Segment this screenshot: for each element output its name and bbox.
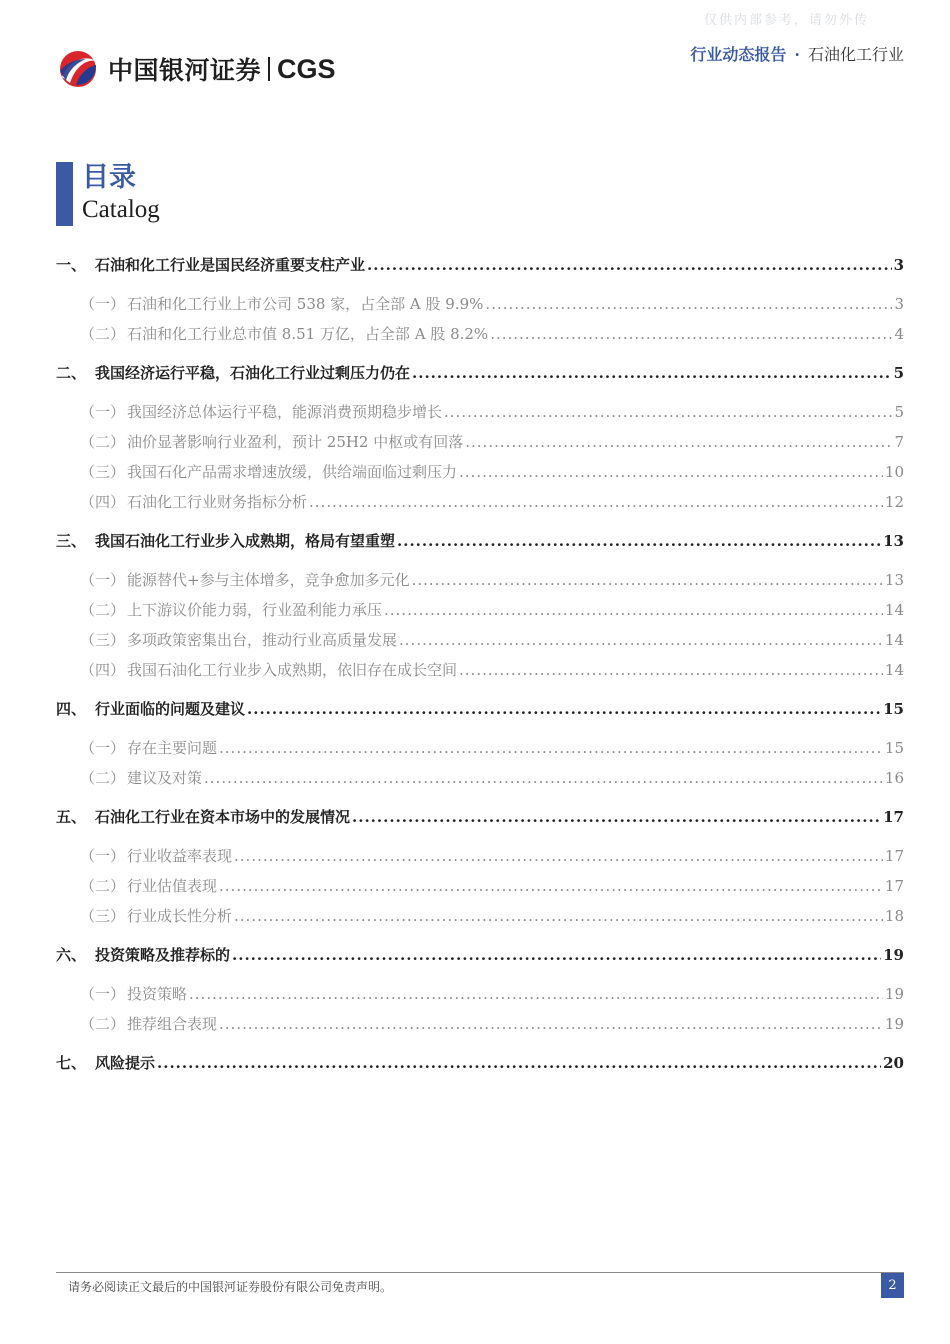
toc-entry-title: 建议及对策 <box>127 769 203 787</box>
toc-entry-title: 我国经济总体运行平稳，能源消费预期稳步增长 <box>127 403 443 421</box>
toc-entry-leader <box>219 1009 883 1039</box>
toc-section-5[interactable] <box>56 802 904 832</box>
toc-entry-number: （三） <box>80 907 126 925</box>
watermark-text: 仅供内部参考，请勿外传 <box>704 13 870 28</box>
toc-subsection-4-1[interactable] <box>56 733 904 763</box>
toc-entry-number: （三） <box>80 631 126 649</box>
toc-subsection-3-1[interactable] <box>56 565 904 595</box>
toc-entry-page: 20 <box>883 1054 904 1072</box>
toc-entry-number: 七、 <box>56 1054 87 1072</box>
toc-entry-title: 风险提示 <box>95 1054 156 1072</box>
toc-accent-bar <box>56 162 73 226</box>
toc-entry-leader <box>384 595 883 625</box>
toc-entry-leader <box>204 763 883 793</box>
toc-section-2[interactable] <box>56 358 904 388</box>
toc-entry-page: 17 <box>883 808 904 826</box>
toc-entry-number: 三、 <box>56 532 87 550</box>
toc-entry-page: 3 <box>894 295 904 313</box>
toc-entry-number: （二） <box>80 325 126 343</box>
toc-entry-number: （二） <box>80 769 126 787</box>
toc-entry-leader <box>399 625 883 655</box>
toc-entry-number: （四） <box>80 661 126 679</box>
toc-entry-leader <box>234 841 883 871</box>
toc-entry-leader <box>397 526 881 556</box>
toc-section-7[interactable] <box>56 1048 904 1078</box>
toc-entry-title: 石油和化工行业是国民经济重要支柱产业 <box>95 256 366 274</box>
toc-entry-page: 18 <box>884 907 904 925</box>
toc-entry-number: （二） <box>80 1015 126 1033</box>
toc-entry-page: 19 <box>884 985 904 1003</box>
toc-entry-leader <box>367 250 892 280</box>
toc-subsection-5-3[interactable] <box>56 901 904 931</box>
toc-entry-leader <box>490 319 892 349</box>
toc-entry-number: （一） <box>80 847 126 865</box>
toc-subsection-2-4[interactable] <box>56 487 904 517</box>
toc-entry-title: 行业面临的问题及建议 <box>95 700 246 718</box>
toc-entry-title: 石油化工行业在资本市场中的发展情况 <box>95 808 351 826</box>
toc-entry-page: 14 <box>884 661 904 679</box>
toc-entry-page: 17 <box>884 877 904 895</box>
logo-name-cn: 中国银河证券 <box>108 56 262 85</box>
company-logo <box>56 48 336 90</box>
toc-entry-title: 我国石油化工行业步入成熟期，格局有望重塑 <box>95 532 396 550</box>
toc-entry-leader <box>219 871 883 901</box>
toc-entry-title: 石油化工行业财务指标分析 <box>127 493 308 511</box>
toc-entry-title: 油价显著影响行业盈利，预计 25H2 中枢或有回落 <box>127 433 464 451</box>
toc-entry-title: 石油和化工行业总市值 8.51 万亿，占全部 A 股 8.2% <box>127 325 489 343</box>
toc-entry-page: 4 <box>894 325 904 343</box>
toc-section-4[interactable] <box>56 694 904 724</box>
toc-entry-page: 7 <box>894 433 904 451</box>
toc-entry-number: （一） <box>80 571 126 589</box>
toc-entry-leader <box>459 457 883 487</box>
toc-entry-title: 推荐组合表现 <box>127 1015 218 1033</box>
toc-section-6[interactable] <box>56 940 904 970</box>
toc-entry-leader <box>412 565 883 595</box>
toc-entry-leader <box>459 655 883 685</box>
toc-title-cn: 目录 <box>82 162 136 193</box>
report-type: 行业动态报告 <box>690 45 787 64</box>
toc-entry-title: 石油和化工行业上市公司 538 家，占全部 A 股 9.9% <box>127 295 484 313</box>
toc-entry-page: 16 <box>884 769 904 787</box>
toc-entry-title: 行业估值表现 <box>127 877 218 895</box>
toc-entry-number: （一） <box>80 403 126 421</box>
logo-separator <box>268 57 270 81</box>
toc-entry-leader <box>189 979 883 1009</box>
toc-entry-number: （二） <box>80 877 126 895</box>
toc-section-1[interactable] <box>56 250 904 280</box>
toc-entry-page: 5 <box>894 403 904 421</box>
toc-entry-number: （二） <box>80 433 126 451</box>
toc-entry-title: 行业成长性分析 <box>127 907 233 925</box>
toc-entry-number: （一） <box>80 985 126 1003</box>
toc-entry-page: 12 <box>884 493 904 511</box>
toc-entry-title: 行业收益率表现 <box>127 847 233 865</box>
toc-subsection-3-4[interactable] <box>56 655 904 685</box>
toc-entry-leader <box>352 802 881 832</box>
report-tag <box>690 42 904 65</box>
toc-entry-page: 17 <box>884 847 904 865</box>
toc-subsection-3-2[interactable] <box>56 595 904 625</box>
toc-section-3[interactable] <box>56 526 904 556</box>
toc-entry-title: 我国石化产品需求增速放缓，供给端面临过剩压力 <box>127 463 458 481</box>
toc-entry-leader <box>412 358 892 388</box>
toc-entry-page: 10 <box>884 463 904 481</box>
toc-entry-number: 六、 <box>56 946 87 964</box>
toc-list <box>56 250 904 1078</box>
cgs-logo-icon <box>56 49 100 89</box>
report-industry: 石油化工行业 <box>807 45 904 64</box>
toc-entry-page: 15 <box>884 739 904 757</box>
toc-entry-leader <box>247 694 881 724</box>
toc-entry-leader <box>234 901 883 931</box>
toc-subsection-1-2[interactable] <box>56 319 904 349</box>
toc-subsection-2-3[interactable] <box>56 457 904 487</box>
toc-subsection-5-2[interactable] <box>56 871 904 901</box>
toc-entry-title: 我国经济运行平稳，石油化工行业过剩压力仍在 <box>95 364 411 382</box>
footer-divider <box>56 1272 904 1273</box>
toc-entry-leader <box>465 427 892 457</box>
toc-entry-page: 19 <box>884 1015 904 1033</box>
toc-subsection-3-3[interactable] <box>56 625 904 655</box>
toc-entry-page: 15 <box>883 700 904 718</box>
toc-subsection-5-1[interactable] <box>56 841 904 871</box>
toc-entry-number: （二） <box>80 601 126 619</box>
toc-title-en: Catalog <box>82 196 160 223</box>
toc-subsection-6-1[interactable] <box>56 979 904 1009</box>
toc-entry-number: （三） <box>80 463 126 481</box>
logo-name-en: CGS <box>277 53 336 84</box>
toc-subsection-1-1[interactable] <box>56 289 904 319</box>
toc-entry-number: 一、 <box>56 256 87 274</box>
toc-entry-title: 上下游议价能力弱，行业盈利能力承压 <box>127 601 383 619</box>
toc-entry-title: 多项政策密集出台，推动行业高质量发展 <box>127 631 398 649</box>
toc-entry-number: 四、 <box>56 700 87 718</box>
toc-entry-leader <box>444 397 892 427</box>
toc-entry-title: 投资策略及推荐标的 <box>95 946 231 964</box>
toc-entry-page: 19 <box>883 946 904 964</box>
toc-entry-page: 5 <box>893 364 904 382</box>
toc-entry-page: 13 <box>884 571 904 589</box>
toc-entry-title: 我国石油化工行业步入成熟期，依旧存在成长空间 <box>127 661 458 679</box>
toc-subsection-2-1[interactable] <box>56 397 904 427</box>
toc-entry-leader <box>232 940 881 970</box>
toc-entry-leader <box>485 289 892 319</box>
toc-entry-number: （四） <box>80 493 126 511</box>
toc-entry-number: 二、 <box>56 364 87 382</box>
toc-entry-leader <box>309 487 883 517</box>
page-number: 2 <box>881 1273 904 1298</box>
toc-entry-number: （一） <box>80 739 126 757</box>
toc-entry-title: 能源替代+参与主体增多，竞争愈加多元化 <box>127 571 410 589</box>
toc-entry-page: 3 <box>893 256 904 274</box>
toc-entry-leader <box>157 1048 881 1078</box>
footer-disclaimer: 请务必阅读正文最后的中国银河证券股份有限公司免责声明。 <box>68 1280 393 1294</box>
toc-entry-title: 存在主要问题 <box>127 739 218 757</box>
toc-entry-title: 投资策略 <box>127 985 188 1003</box>
toc-entry-number: （一） <box>80 295 126 313</box>
toc-entry-page: 14 <box>884 601 904 619</box>
toc-entry-page: 13 <box>883 532 904 550</box>
toc-entry-leader <box>219 733 883 763</box>
toc-header <box>56 162 160 226</box>
toc-subsection-6-2[interactable] <box>56 1009 904 1039</box>
toc-subsection-2-2[interactable] <box>56 427 904 457</box>
toc-subsection-4-2[interactable] <box>56 763 904 793</box>
toc-entry-number: 五、 <box>56 808 87 826</box>
report-tag-separator: · <box>794 45 800 64</box>
toc-entry-page: 14 <box>884 631 904 649</box>
